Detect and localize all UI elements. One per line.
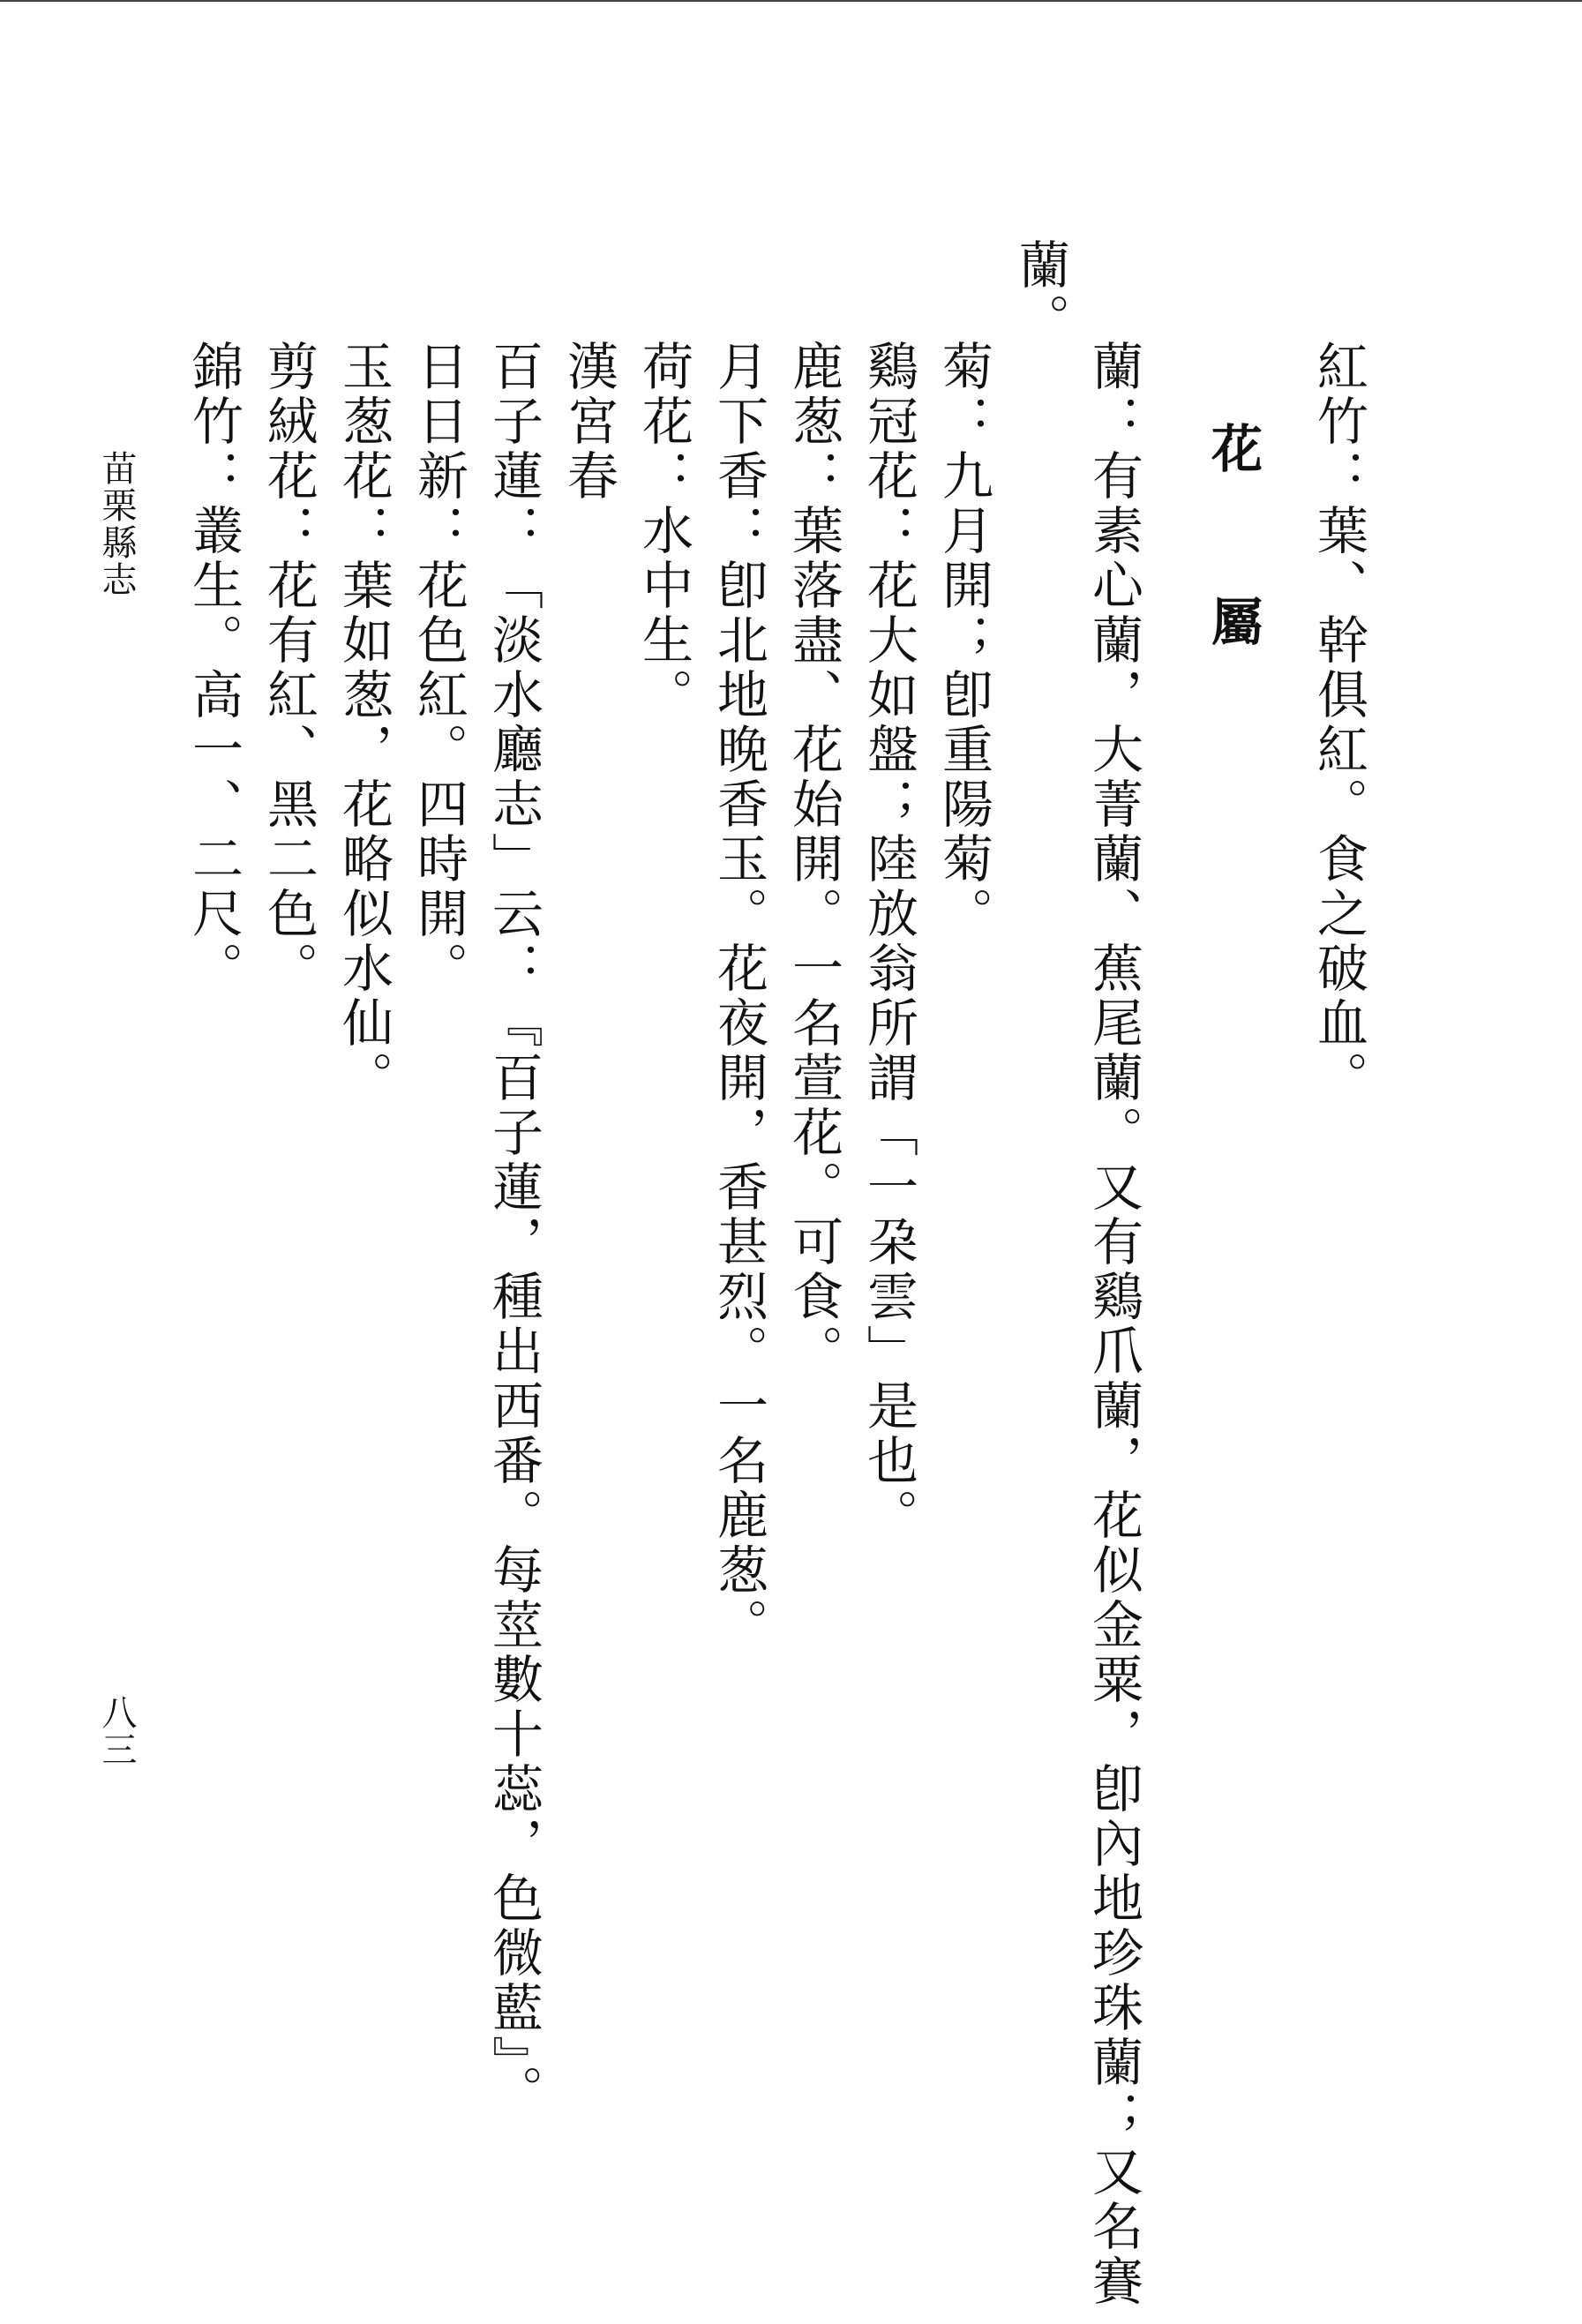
entry-han-palace-spring: 漢宮春	[559, 340, 619, 504]
entry-lotus: 荷花：水中生。	[634, 340, 694, 723]
entry-orchid-continued: 蘭。	[1010, 238, 1070, 348]
entry-red-bamboo: 紅竹：葉、幹俱紅。食之破血。	[1308, 340, 1368, 1106]
entry-tuberose: 月下香：卽北地晚香玉。花夜開，香甚烈。一名鹿葱。	[709, 340, 769, 1653]
entry-daylily: 鹿葱：葉落盡、花始開。一名萱花。可食。	[784, 340, 843, 1379]
entry-rain-lily: 玉葱花：葉如葱，花略似水仙。	[334, 340, 394, 1106]
entry-brocade-bamboo: 錦竹：叢生。高一、二尺。	[184, 340, 244, 996]
entry-cockscomb: 鷄冠花：花大如盤；陸放翁所謂「一朶雲」是也。	[858, 340, 918, 1543]
entry-chrysanthemum: 菊：九月開；卽重陽菊。	[933, 340, 993, 941]
section-heading-flowers: 花 屬	[1203, 422, 1263, 681]
entry-agapanthus: 百子蓮：「淡水廳志」云：『百子蓮，種出西番。每莖數十蕊，色微藍』。	[484, 340, 544, 2119]
entry-periwinkle: 日日新：花色紅。四時開。	[409, 340, 469, 996]
page-number: 八三	[96, 1694, 137, 1768]
entry-sweet-william: 剪絨花：花有紅、黑二色。	[259, 340, 319, 996]
entry-orchid: 蘭：有素心蘭，大菁蘭、蕉尾蘭。又有鷄爪蘭，花似金粟，卽內地珍珠蘭；又名賽	[1083, 340, 1143, 2309]
book-title: 苗栗縣志	[96, 450, 137, 598]
